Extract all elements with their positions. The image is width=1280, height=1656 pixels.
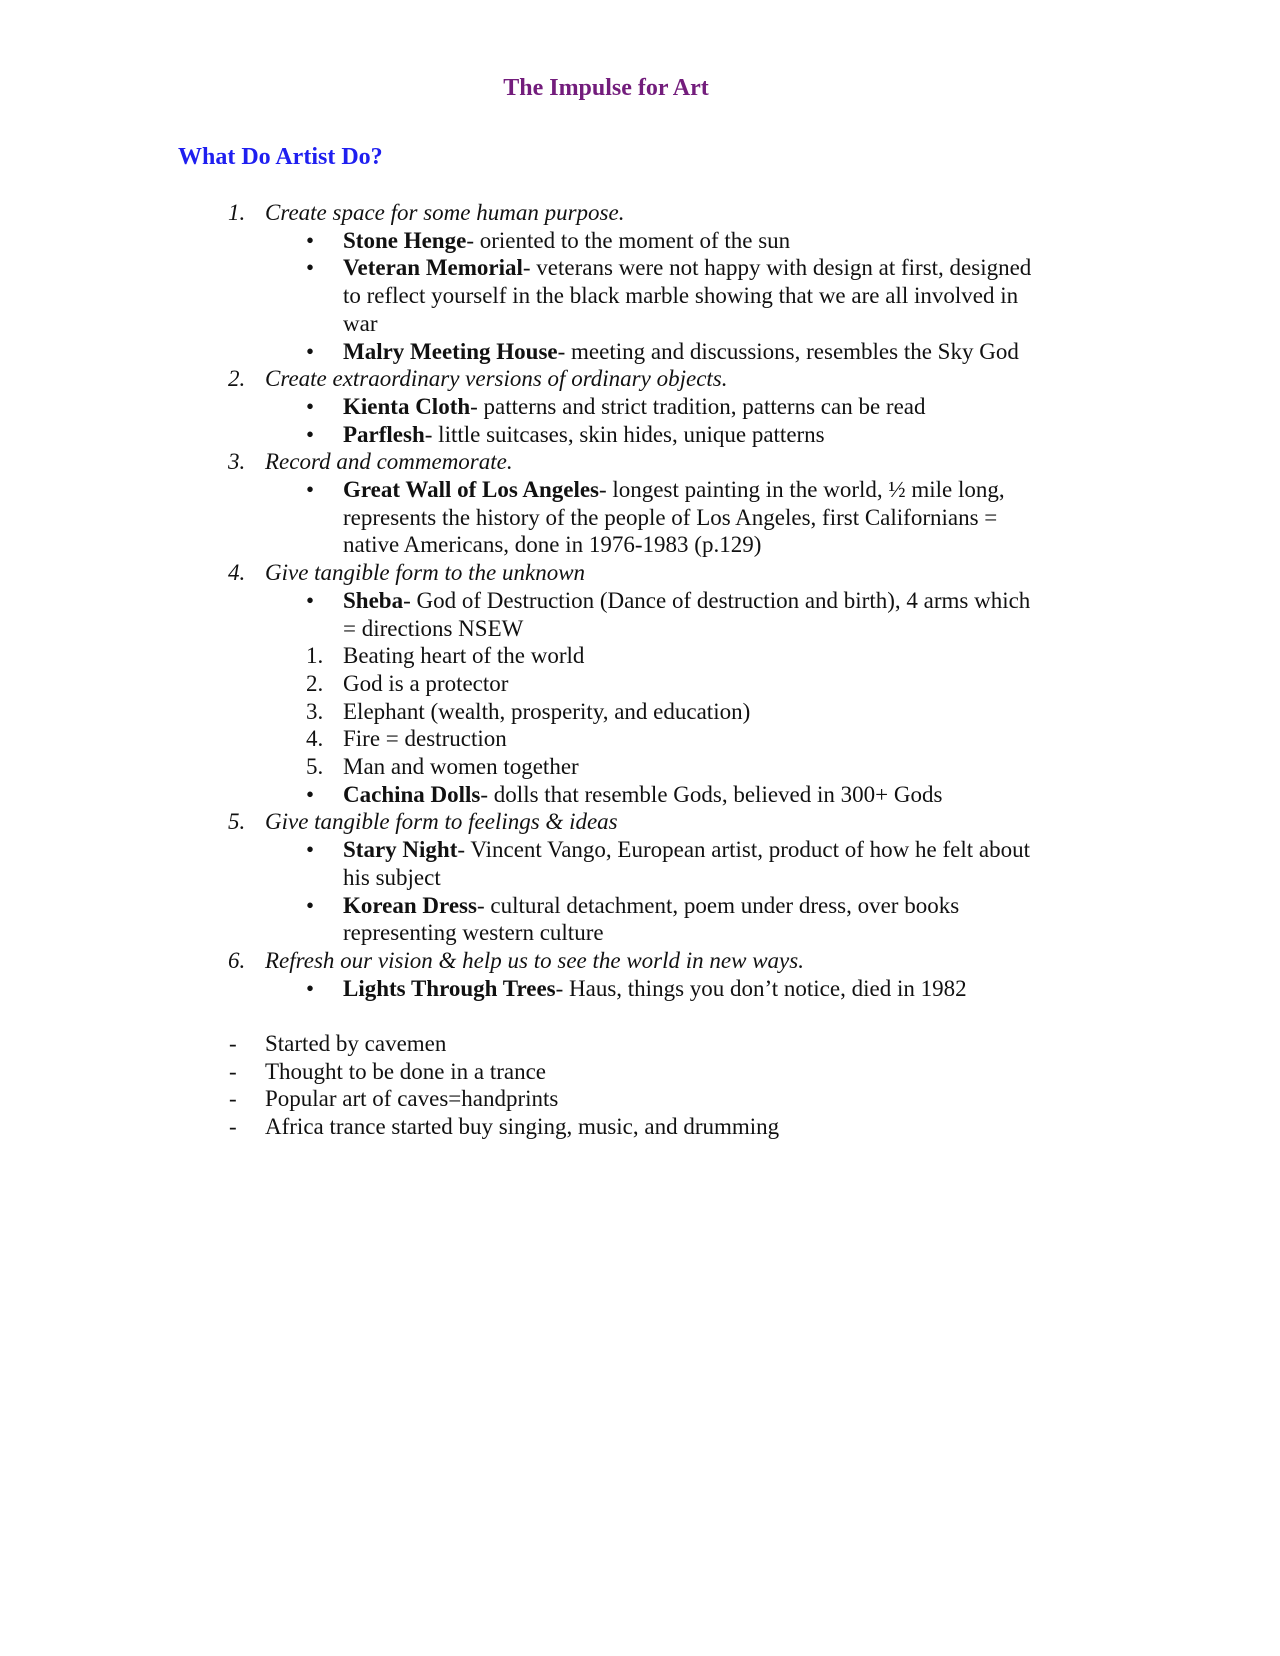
sub-numbered-item <box>306 753 1280 781</box>
item-text <box>343 587 1043 642</box>
sub-numbered-item <box>306 642 1280 670</box>
item-number: 5. <box>228 809 246 835</box>
item-text: Refresh our vision & help us to see the world in new ways. <box>265 947 804 973</box>
item-text <box>343 975 967 1003</box>
item-text: Started by cavemen <box>265 1031 447 1057</box>
dash-item <box>229 1058 1280 1086</box>
item-number: 3. <box>306 698 324 724</box>
bullet-item <box>306 476 1280 559</box>
dash-list <box>0 1030 1280 1141</box>
item-text: God is a protector <box>343 670 509 696</box>
bullet-term: Kienta Cloth <box>343 393 471 419</box>
bullet-desc: - dolls that resemble Gods, believed in 300+ Gods <box>480 781 943 807</box>
bullet-term: Malry Meeting House <box>343 338 558 364</box>
bullet-term: Great Wall of Los Angeles <box>343 477 599 503</box>
item-number: 2. <box>228 366 246 392</box>
bullet-desc: - Vincent Vango, European artist, product of how he felt about his subject <box>343 837 1030 890</box>
bullet-desc: - longest painting in the world, ½ mile long, represents the history of the people of Los Angeles, first Californians = native Americans, done in 1976-1983 (p.129) <box>343 477 1005 558</box>
bullet-term: Sheba <box>343 587 404 613</box>
item-text: Record and commemorate. <box>265 449 513 475</box>
numbered-item <box>228 559 1280 587</box>
section-heading: What Do Artist Do? <box>178 144 383 170</box>
bullet-glyph: • <box>306 587 315 613</box>
item-text: Africa trance started buy singing, music, and drumming <box>265 1114 780 1140</box>
item-text <box>343 421 825 449</box>
bullet-term: Stone Henge <box>343 227 467 253</box>
item-number: 4. <box>306 726 324 752</box>
bullet-desc: - little suitcases, skin hides, unique patterns <box>424 421 825 447</box>
bullet-desc: - Haus, things you don’t notice, died in 1982 <box>555 975 967 1001</box>
item-text: Elephant (wealth, prosperity, and education) <box>343 698 751 724</box>
dash-item <box>229 1030 1280 1058</box>
item-number: 1. <box>306 643 324 669</box>
bullet-desc: - cultural detachment, poem under dress, over books representing western culture <box>343 892 960 946</box>
item-text <box>343 781 942 809</box>
dash-glyph: - <box>229 1086 237 1112</box>
item-text: Fire = destruction <box>343 726 507 752</box>
bullet-glyph: • <box>306 892 315 918</box>
dash-glyph: - <box>229 1031 237 1057</box>
bullet-desc: - veterans were not happy with design at first, designed to reflect yourself in the black marble showing that we are all involved in war <box>343 255 1032 336</box>
bullet-glyph: • <box>306 975 315 1001</box>
bullet-glyph: • <box>306 255 315 281</box>
item-text <box>343 892 1043 947</box>
bullet-term: Veteran Memorial <box>343 255 523 281</box>
dash-glyph: - <box>229 1114 237 1140</box>
item-number: 5. <box>306 754 324 780</box>
bullet-term: Korean Dress <box>343 892 477 918</box>
bullet-glyph: • <box>306 338 315 364</box>
sub-numbered-item <box>306 698 1280 726</box>
item-number: 3. <box>228 449 246 475</box>
item-number: 4. <box>228 560 246 586</box>
item-text: Create space for some human purpose. <box>265 200 625 225</box>
numbered-item <box>228 365 1280 393</box>
bullet-glyph: • <box>306 781 315 807</box>
bullet-item <box>306 975 1280 1003</box>
item-text <box>343 476 1043 559</box>
numbered-list <box>0 199 1280 1002</box>
sub-numbered-item <box>306 725 1280 753</box>
bullet-item <box>306 393 1280 421</box>
bullet-item <box>306 254 1280 337</box>
bullet-term: Cachina Dolls <box>343 781 481 807</box>
item-text: Beating heart of the world <box>343 643 585 669</box>
bullet-glyph: • <box>306 421 315 447</box>
bullet-item <box>306 836 1280 891</box>
bullet-item <box>306 781 1280 809</box>
item-text: Thought to be done in a trance <box>265 1058 547 1084</box>
item-number: 2. <box>306 670 324 696</box>
item-text: Man and women together <box>343 754 579 780</box>
item-text <box>343 338 1019 366</box>
item-text <box>343 393 926 421</box>
bullet-term: Parflesh <box>343 421 425 447</box>
item-text: Give tangible form to feelings & ideas <box>265 809 618 835</box>
dash-glyph: - <box>229 1058 237 1084</box>
sub-numbered-item <box>306 670 1280 698</box>
bullet-term: Lights Through Trees <box>343 975 556 1001</box>
item-text: Give tangible form to the unknown <box>265 560 586 586</box>
item-number: 1. <box>228 200 246 225</box>
bullet-glyph: • <box>306 227 315 253</box>
item-text <box>343 227 790 255</box>
numbered-item <box>228 947 1280 975</box>
item-number: 6. <box>228 947 246 973</box>
bullet-glyph: • <box>306 393 315 419</box>
numbered-item <box>228 199 1280 227</box>
bullet-desc: - God of Destruction (Dance of destruction and birth), 4 arms which = directions NSEW <box>343 587 1031 641</box>
item-text <box>343 254 1043 337</box>
item-text: Popular art of caves=handprints <box>265 1086 559 1112</box>
bullet-item <box>306 338 1280 366</box>
bullet-desc: - oriented to the moment of the sun <box>466 227 791 253</box>
numbered-item <box>228 808 1280 836</box>
bullet-desc: - meeting and discussions, resembles the Sky God <box>557 338 1019 364</box>
bullet-item <box>306 892 1280 947</box>
bullet-item <box>306 587 1280 642</box>
bullet-glyph: • <box>306 477 315 503</box>
item-text <box>343 836 1043 891</box>
bullet-desc: - patterns and strict tradition, patterns can be read <box>470 393 926 419</box>
numbered-item <box>228 448 1280 476</box>
bullet-term: Stary Night <box>343 837 458 863</box>
bullet-glyph: • <box>306 837 315 863</box>
item-text: Create extraordinary versions of ordinary objects. <box>265 366 728 392</box>
page-title: The Impulse for Art <box>503 75 709 101</box>
dash-item <box>229 1113 1280 1141</box>
dash-item <box>229 1085 1280 1113</box>
bullet-item <box>306 227 1280 255</box>
bullet-item <box>306 421 1280 449</box>
